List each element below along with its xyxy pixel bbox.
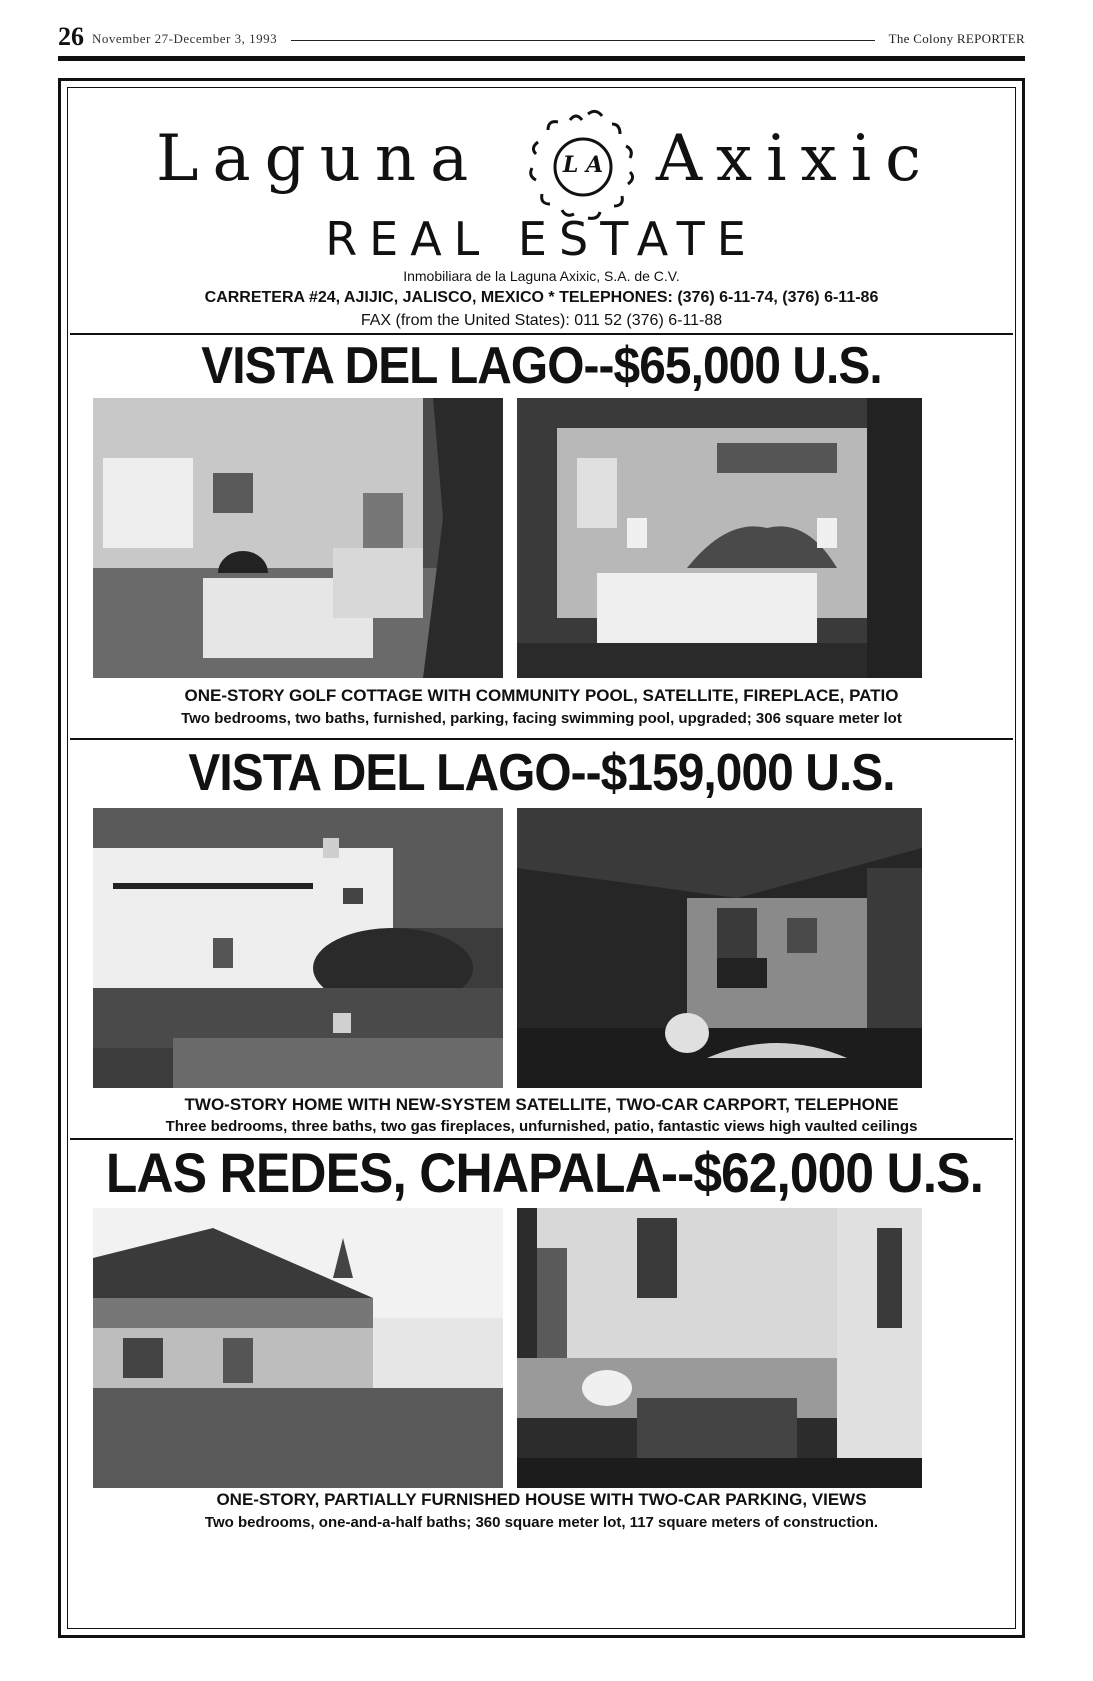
listing-1-title: VISTA DEL LAGO--$65,000 U.S. <box>201 337 882 395</box>
listing-1-living-room-photo <box>93 398 503 678</box>
listing-3-title: LAS REDES, CHAPALA--$62,000 U.S. <box>105 1141 984 1204</box>
fax-line: FAX (from the United States): 011 52 (376) 6-11-88 <box>360 312 723 329</box>
section-divider <box>70 738 1013 740</box>
real-estate-ad <box>58 78 1025 1638</box>
issue-date: November 27-December 3, 1993 <box>92 31 278 46</box>
logo-text: L A <box>562 152 604 178</box>
brand-name-left: Laguna <box>156 122 483 196</box>
real-estate-title: REAL ESTATE <box>325 212 758 266</box>
company-name: Inmobiliara de la Laguna Axixic, S.A. de C.V. <box>403 268 680 284</box>
contact-line: CARRETERA #24, AJIJIC, JALISCO, MEXICO * TELEPHONES: (376) 6-11-74, (376) 6-11-86 <box>204 289 879 306</box>
section-divider <box>70 333 1013 335</box>
paper-name: The Colony REPORTER <box>888 31 1025 46</box>
listing-2-details: Three bedrooms, three baths, two gas fireplaces, unfurnished, patio, fantastic views high vaulted ceilings <box>165 1118 918 1135</box>
listing-3-exterior-photo <box>93 1208 503 1488</box>
brand-banner <box>108 110 975 210</box>
listing-1-features: ONE-STORY GOLF COTTAGE WITH COMMUNITY POOL, SATELLITE, FIREPLACE, PATIO <box>184 686 899 705</box>
listing-3-details: Two bedrooms, one-and-a-half baths; 360 square meter lot, 117 square meters of construction. <box>204 1514 879 1531</box>
listing-2-title: VISTA DEL LAGO--$159,000 U.S. <box>188 744 895 802</box>
newspaper-header <box>58 24 1025 50</box>
brand-name-right: Axixic <box>655 122 935 196</box>
listing-3-features: ONE-STORY, PARTIALLY FURNISHED HOUSE WITH TWO-CAR PARKING, VIEWS <box>216 1490 867 1509</box>
header-thick-rule <box>58 56 1025 61</box>
header-rule <box>291 40 875 41</box>
listing-1-bedroom-photo <box>517 398 922 678</box>
listing-2-interior-photo <box>517 808 922 1088</box>
listing-3-interior-photo <box>517 1208 922 1488</box>
listing-1-details: Two bedrooms, two baths, furnished, parking, facing swimming pool, upgraded; 306 square meter lot <box>181 710 902 727</box>
listing-2-exterior-photo <box>93 808 503 1088</box>
listing-2-features: TWO-STORY HOME WITH NEW-SYSTEM SATELLITE, TWO-CAR CARPORT, TELEPHONE <box>184 1095 899 1114</box>
page-number: 26 <box>58 22 84 51</box>
ad-inner-border <box>67 87 1016 1629</box>
